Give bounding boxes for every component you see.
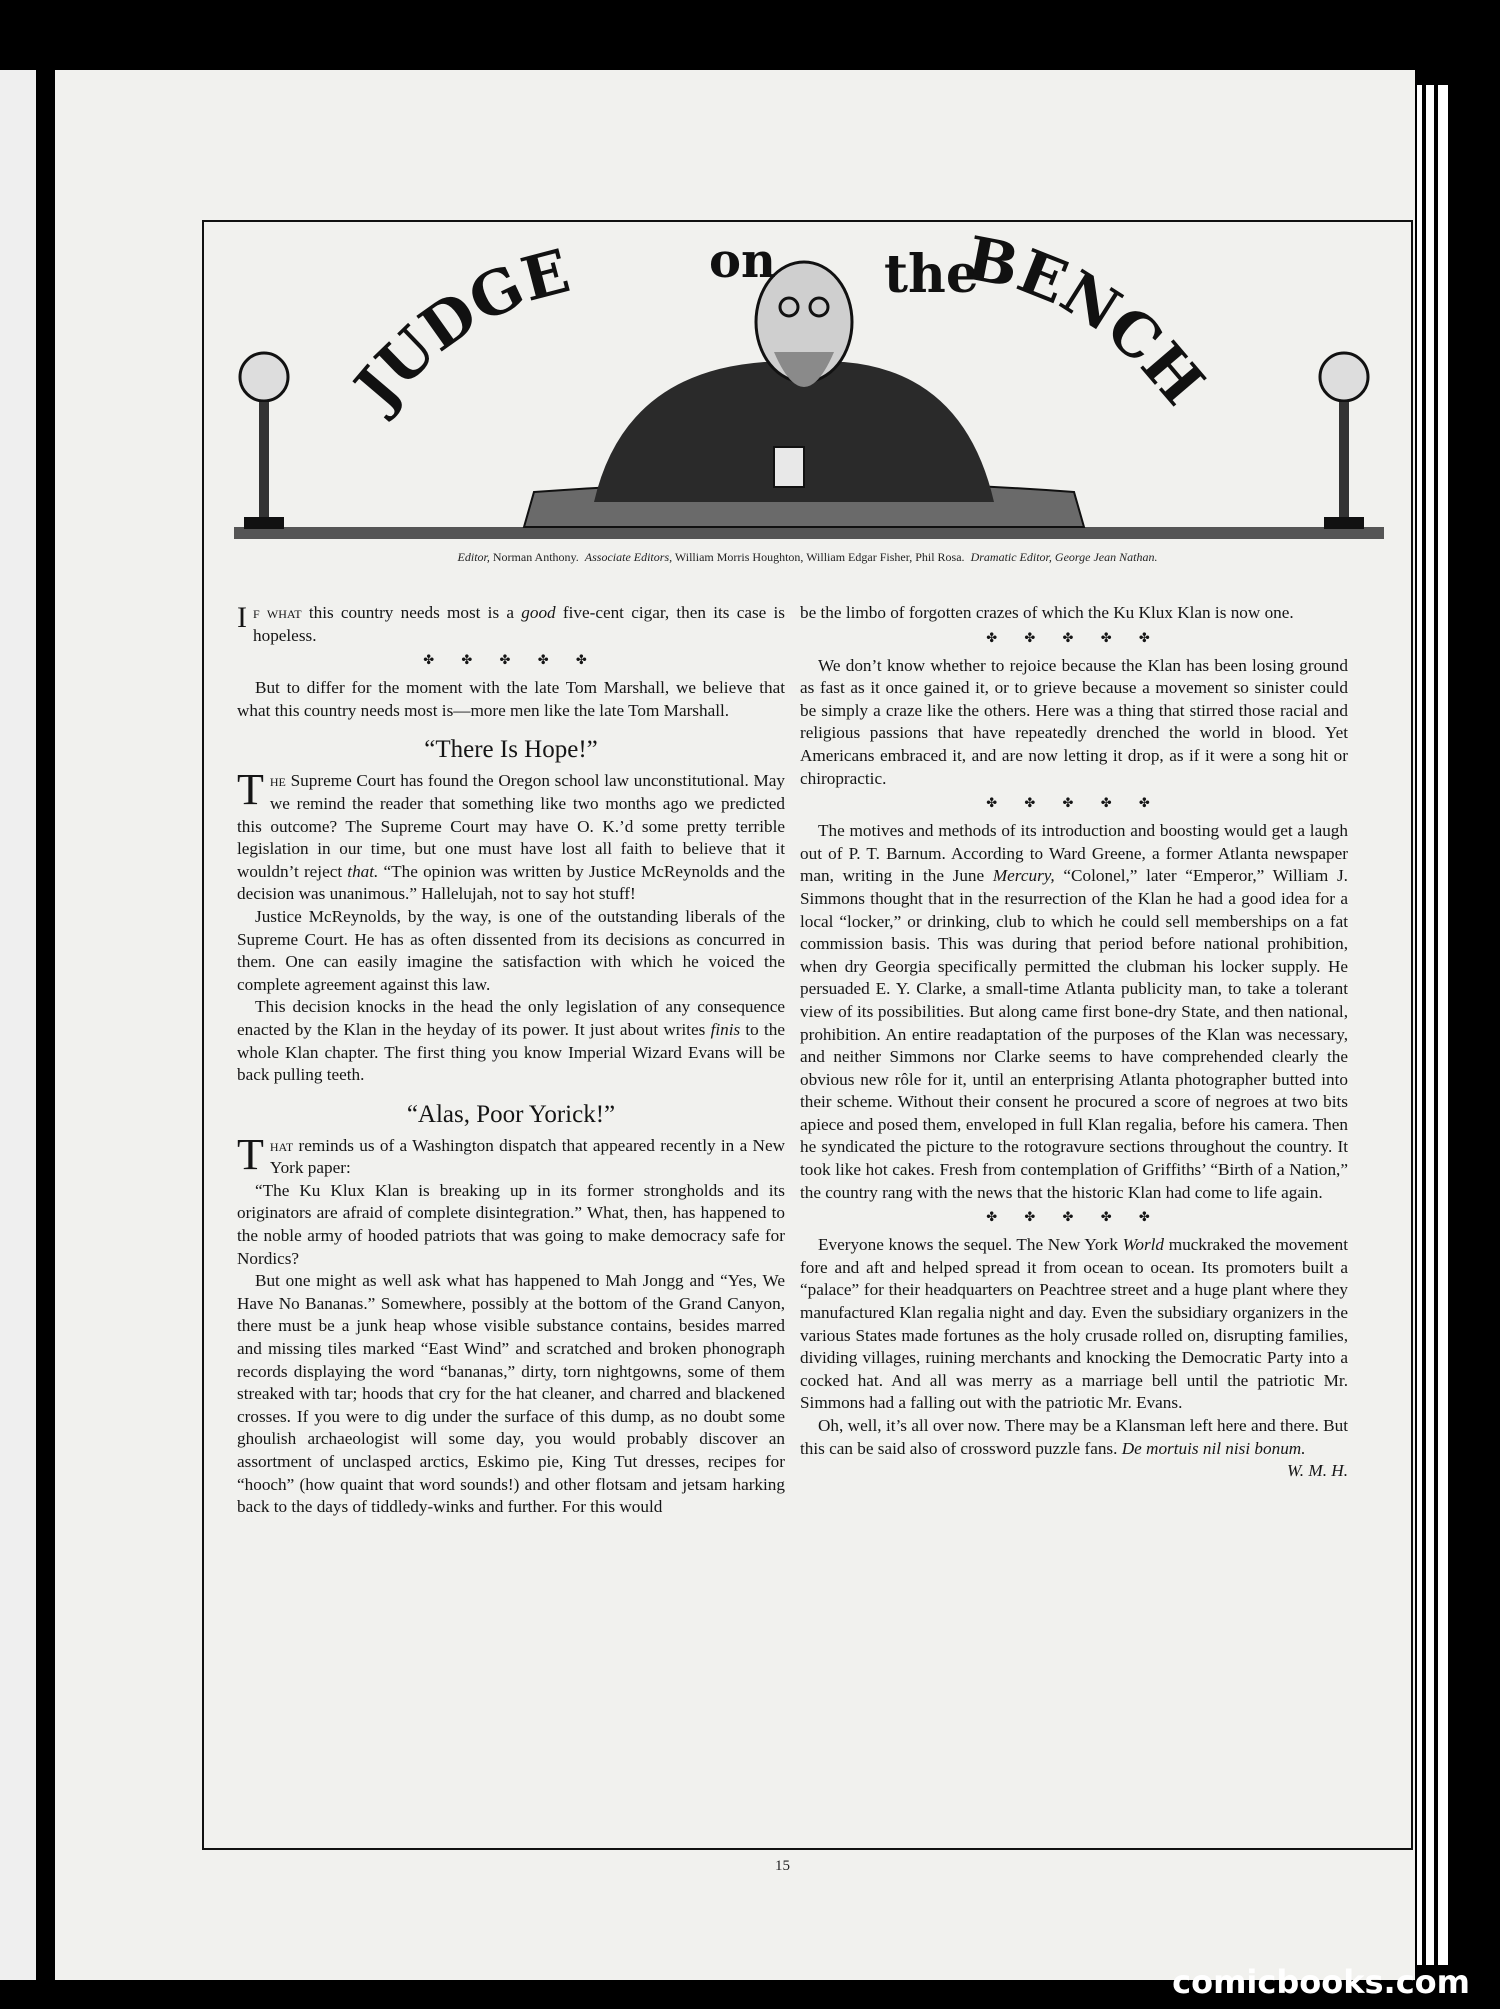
text-run: Supreme Court has found the Oregon school law unconstitutional. May we remind the reader that something like two months ago we predicted this outcome? The Supreme Court may have O. K.’d some pretty terrible legislation in our time, but one must have lost all faith to believe that it wouldn’t reject bbox=[237, 771, 785, 881]
paragraph: But to differ for the moment with the late Tom Marshall, we believe that what this country needs most is—more men like the late Tom Marshall. bbox=[237, 678, 785, 720]
paragraph bbox=[237, 996, 785, 1086]
magazine-page bbox=[55, 70, 1415, 1980]
subheading: “There Is Hope!” bbox=[424, 736, 598, 764]
paragraph: be the limbo of forgotten crazes of which the Ku Klux Klan is now one. bbox=[800, 603, 1294, 622]
title-on: on bbox=[709, 233, 776, 289]
article-frame bbox=[202, 220, 1413, 1850]
paragraph: We don’t know whether to rejoice because the Klan has been losing ground as fast as it once gained it, or to grieve because a movement so sinister could be simply a craze like the others. Here was a thing that stirred those racial and religious passions that have repeatedly drenched the world in blood. Yet Americans embraced it, and are now letting it drop, as if it were a song hit or chiropractic. bbox=[800, 655, 1348, 788]
italic-run: finis bbox=[710, 1019, 741, 1039]
svg-text:BENCH bbox=[961, 224, 1217, 419]
drop-cap: I bbox=[237, 601, 247, 634]
text-run: This decision knocks in the head the only legislation of any consequence enacted by the Klan in the heyday of its power. It just about writes bbox=[237, 997, 785, 1039]
dramatic-label: Dramatic Editor, bbox=[970, 550, 1052, 564]
paragraph bbox=[237, 765, 785, 906]
text-run: The motives and methods of its introduction and boosting would get a laugh out of P. T. Barnum. According to Ward Greene, a former Atlanta newspaper man, writing in the June bbox=[800, 821, 1348, 886]
text-run: muckraked the movement fore and aft and helped spread it from ocean to ocean. Its promoters built a “palace” for their headquarters on Peachtree street and a huge plant where they manufactured Klan regalia night and day. Even the subsidiary organizers in the various States made fortunes as the holy crusade rolled on, disrupting families, dividing villages, ruining merchants and knocking the Democratic Party into a cocked hat. And all was merry as a marriage bell until the patriotic Mr. Simmons had a falling out with the patriotic Mr. Evans. bbox=[800, 1235, 1348, 1413]
subheading: “Alas, Poor Yorick!” bbox=[406, 1100, 616, 1128]
section-ornament: ✤ ✤ ✤ ✤ ✤ bbox=[423, 652, 599, 668]
text-run: “The opinion was written by Justice McReynolds and the decision was unanimous.” Hallelujah, not to say hot stuff! bbox=[237, 861, 785, 904]
paragraph bbox=[800, 1415, 1348, 1481]
italic-run: Mercury, bbox=[992, 866, 1055, 886]
section-ornament: ✤ ✤ ✤ ✤ ✤ bbox=[986, 1209, 1162, 1225]
text-run: five-cent cigar, then its case is hopeless. bbox=[253, 603, 785, 645]
title-judge: JUDGE bbox=[342, 236, 577, 422]
masthead bbox=[204, 222, 1411, 572]
drop-cap: T bbox=[237, 1129, 264, 1179]
left-column bbox=[237, 602, 785, 1519]
paragraph: “The Ku Klux Klan is breaking up in its former strongholds and its originators are afraid of complete disintegration.” What, then, has happened to the noble army of hooded patriots that was going to make democracy safe for Nordics? bbox=[237, 1180, 785, 1268]
associate-names: William Morris Houghton, William Edgar Fisher, Phil Rosa. bbox=[674, 550, 965, 564]
drop-cap: T bbox=[237, 765, 264, 815]
editor-name: Norman Anthony. bbox=[492, 550, 579, 564]
section-ornament: ✤ ✤ ✤ ✤ ✤ bbox=[986, 629, 1162, 645]
bench-floor bbox=[234, 527, 1384, 539]
small-caps-lead: hat bbox=[269, 1135, 294, 1155]
author-signature: W. M. H. bbox=[1287, 1461, 1348, 1481]
text-run: “Colonel,” later “Emperor,” William J. Simmons thought that in the resurrection of the Klan he had a good idea for a local “locker,” or drinking, club to which he could sell memberships on a fat commission basis. This was during that period before national prohibition, when dry Georgia specifically permitted the clubman his locker supply. He persuaded E. Y. Clarke, a small-time Atlanta publicity man, to take a tolerant view of its possibilities. But along came first bone-dry State, and then national, prohibition. An entire readaptation of the purposes of the Klan was necessary, and neither Simmons nor Clarke seems to have comprehended clearly the obvious new rôle for it, until an enterprising Atlanta photographer butted into their scheme. Without their consent he procured a score of negroes at two bits apiece and posed them, enveloped in full Klan regalia, before his camera. Then he syndicated the picture to the rotogravure sections throughout the country. It took like hot cakes. Fresh from contemplation of Griffiths’ “Birth of a Nation,” the country rang with the news that the historic Klan had come to life again. bbox=[800, 866, 1348, 1202]
paragraph bbox=[237, 602, 785, 647]
italic-run: World bbox=[1122, 1235, 1165, 1255]
text-run: to the whole Klan chapter. The first thing you know Imperial Wizard Evans will be back pulling teeth. bbox=[237, 1019, 785, 1085]
right-lamp-icon bbox=[1320, 353, 1368, 529]
page-number: 15 bbox=[775, 1858, 790, 1874]
title-bench: BENCH bbox=[961, 223, 1218, 419]
small-caps-lead: he bbox=[269, 771, 286, 791]
watermark: comicbooks.com bbox=[1172, 1963, 1470, 2001]
paragraph: But one might as well ask what has happened to Mah Jongg and “Yes, We Have No Bananas.” Somewhere, possibly at the bottom of the Grand Canyon, there must be a junk heap whose visible substance contains, besides marred and missing tiles marked “East Wind” and scratched and broken phonograph records displaying the word “bananas,” dirty, torn nightgowns, some of them streaked with tar; hoods that cry for the hat cleaner, and charred and blackened crosses. If you were to dig under the surface of this dump, as no doubt some ghoulish archaeologist will some day, you would probably discover an assortment of unclasped arctics, Eskimo pie, King Tut dresses, recipes for “hooch” (how quaint that word sounds!) and other flotsam and jetsam harking back to the days of tiddledy-winks and further. For this would bbox=[237, 1271, 785, 1517]
dramatic-name: George Jean Nathan. bbox=[1054, 550, 1158, 564]
adjacent-page-edge bbox=[0, 70, 36, 1980]
editorial-credits bbox=[204, 550, 1411, 565]
editor-label: Editor, bbox=[457, 550, 490, 564]
paragraph bbox=[800, 1234, 1348, 1415]
italic-run: De mortuis nil nisi bonum. bbox=[1121, 1438, 1306, 1458]
right-column bbox=[800, 602, 1348, 1483]
masthead-illustration bbox=[204, 222, 1411, 552]
text-run: Everyone knows the sequel. The New York bbox=[818, 1235, 1123, 1255]
left-lamp-icon bbox=[240, 353, 288, 529]
paragraph bbox=[237, 1129, 785, 1180]
small-caps-lead: f what bbox=[253, 603, 302, 622]
italic-run: that. bbox=[347, 861, 379, 881]
text-run: reminds us of a Washington dispatch that appeared recently in a New York paper: bbox=[269, 1135, 785, 1178]
paragraph: Justice McReynolds, by the way, is one of the outstanding liberals of the Supreme Court. He has as often dissented from its decisions as concurred in them. One can easily imagine the satisfaction with which he voiced the complete agreement against this law. bbox=[237, 906, 785, 994]
associate-label: Associate Editors, bbox=[584, 550, 673, 564]
svg-text:JUDGE bbox=[339, 237, 577, 426]
section-ornament: ✤ ✤ ✤ ✤ ✤ bbox=[986, 795, 1162, 811]
text-run: this country needs most is a bbox=[301, 603, 522, 622]
text-run: Oh, well, it’s all over now. There may be a Klansman left here and there. But this can be said also of crossword puzzle fans. bbox=[800, 1416, 1348, 1458]
italic-run: good bbox=[521, 603, 556, 622]
paragraph bbox=[800, 820, 1348, 1204]
title-the: the bbox=[884, 244, 979, 305]
